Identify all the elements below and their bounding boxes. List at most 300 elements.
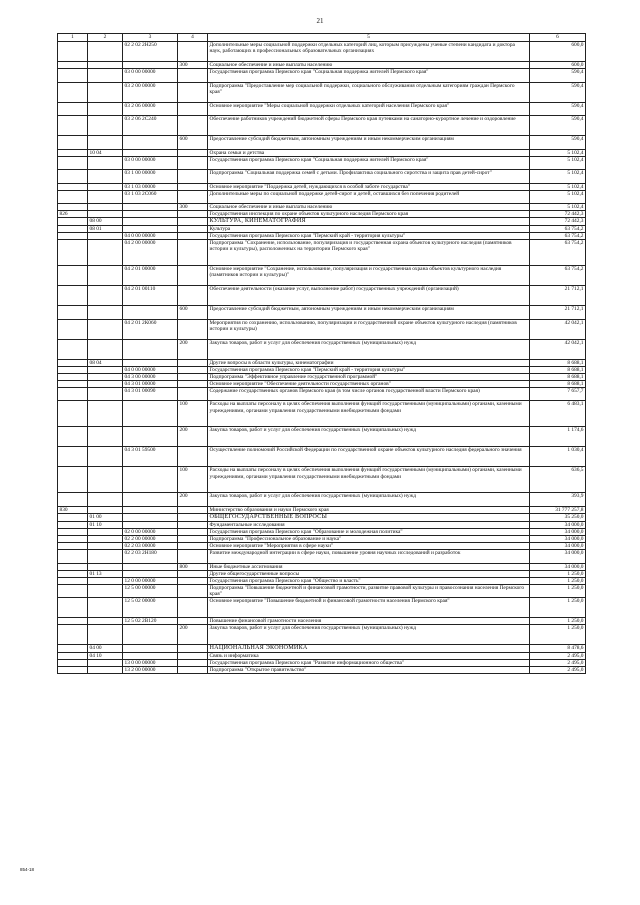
- item-name-cell: Охрана семьи и детства: [208, 149, 530, 156]
- table-row: [58, 536, 586, 543]
- amount-cell: 7 657,7: [530, 387, 586, 401]
- expense-type-cell: 800: [178, 563, 208, 570]
- item-name-cell: Основное мероприятие "Повышение бюджетной и финансовой грамотности населения Пермского края": [208, 598, 530, 618]
- amount-cell: 5 102,4: [530, 190, 586, 204]
- item-name-cell: Мероприятия по сохранению, использованию, популяризации и государственной охране объектов культурного наследия (памятников истории и культуры): [208, 319, 530, 339]
- expense-type-cell: [178, 149, 208, 156]
- column-header-6: 6: [530, 34, 586, 42]
- table-row: [58, 447, 586, 467]
- ministry-code-cell: [58, 286, 88, 306]
- table-row: [58, 653, 586, 660]
- item-name-cell: Подпрограмма "Социальная поддержка семей с детьми. Профилактика социального сиротства и защита прав детей-сирот": [208, 170, 530, 184]
- target-code-cell: 04 2 01 00000: [123, 266, 178, 286]
- amount-cell: 1 250,0: [530, 584, 586, 598]
- item-name-cell: Основное мероприятие "Поддержка детей, нуждающихся в особой заботе государства": [208, 183, 530, 190]
- ministry-code-cell: [58, 645, 88, 653]
- amount-cell: 600,0: [530, 62, 586, 69]
- ministry-code-cell: [58, 183, 88, 190]
- table-row: [58, 645, 586, 653]
- expense-type-cell: [178, 183, 208, 190]
- column-header-3: 3: [123, 34, 178, 42]
- expense-type-cell: [178, 373, 208, 380]
- item-name-cell: Осуществление полномочий Российской Федерации по государственной охране объектов культурного наследия федерального значения: [208, 447, 530, 467]
- item-name-cell: Дополнительные меры социальной поддержки отдельных категорий лиц, которым присуждены ученые степени кандидата и доктора наук, работающих в профессиональных образовательных организациях: [208, 42, 530, 62]
- ministry-code-cell: [58, 401, 88, 427]
- target-code-cell: [123, 339, 178, 359]
- ministry-code-cell: [58, 447, 88, 467]
- item-name-cell: Подпрограмма "Профессиональное образование и наука": [208, 536, 530, 543]
- expense-type-cell: [178, 102, 208, 116]
- ministry-code-cell: [58, 514, 88, 522]
- item-name-cell: Расходы на выплаты персоналу в целях обеспечения выполнения функций государственными (муниципальными) органами, казенными учреждениями, органами управления государственными внебюджетными фондами: [208, 401, 530, 427]
- amount-cell: 590,4: [530, 82, 586, 102]
- table-row: [58, 116, 586, 136]
- amount-cell: 590,4: [530, 136, 586, 150]
- table-row: [58, 550, 586, 564]
- table-row: [58, 506, 586, 513]
- amount-cell: 34 000,0: [530, 521, 586, 528]
- amount-cell: 5 102,4: [530, 183, 586, 190]
- target-code-cell: [123, 306, 178, 320]
- target-code-cell: [123, 514, 178, 522]
- item-name-cell: НАЦИОНАЛЬНАЯ ЭКОНОМИКА: [208, 645, 530, 653]
- amount-cell: 34 000,0: [530, 543, 586, 550]
- target-code-cell: [123, 211, 178, 218]
- target-code-cell: 12 5 02 2В120: [123, 618, 178, 625]
- section-code-cell: [88, 116, 123, 136]
- expense-type-cell: [178, 359, 208, 366]
- ministry-code-cell: [58, 493, 88, 507]
- ministry-code-cell: [58, 266, 88, 286]
- expense-type-cell: [178, 380, 208, 387]
- item-name-cell: Подпрограмма "Эффективное управление государственной программой": [208, 373, 530, 380]
- section-code-cell: [88, 69, 123, 83]
- expense-type-cell: [178, 116, 208, 136]
- amount-cell: 1 250,0: [530, 625, 586, 645]
- expense-type-cell: [178, 218, 208, 226]
- table-body: [58, 42, 586, 674]
- table-row: [58, 62, 586, 69]
- item-name-cell: Социальное обеспечение и иные выплаты населению: [208, 204, 530, 211]
- expense-type-cell: [178, 233, 208, 240]
- section-code-cell: [88, 563, 123, 570]
- target-code-cell: [123, 570, 178, 577]
- target-code-cell: [123, 645, 178, 653]
- ministry-code-cell: [58, 366, 88, 373]
- amount-cell: 63 754,2: [530, 266, 586, 286]
- section-code-cell: [88, 136, 123, 150]
- target-code-cell: 04 0 00 00000: [123, 233, 178, 240]
- ministry-code-cell: [58, 359, 88, 366]
- section-code-cell: 04 00: [88, 645, 123, 653]
- item-name-cell: Обеспечение деятельности (оказание услуг, выполнение работ) государственных учреждений (организаций): [208, 286, 530, 306]
- table-row: [58, 339, 586, 359]
- expense-type-cell: 200: [178, 427, 208, 447]
- target-code-cell: [123, 62, 178, 69]
- target-code-cell: 12 0 00 00000: [123, 577, 178, 584]
- expense-type-cell: [178, 447, 208, 467]
- target-code-cell: [123, 226, 178, 233]
- amount-cell: 72 442,3: [530, 211, 586, 218]
- expense-type-cell: [178, 577, 208, 584]
- expense-type-cell: [178, 226, 208, 233]
- table-row: [58, 625, 586, 645]
- expense-type-cell: [178, 366, 208, 373]
- ministry-code-cell: [58, 467, 88, 493]
- expense-type-cell: [178, 387, 208, 401]
- expense-type-cell: [178, 584, 208, 598]
- item-name-cell: Подпрограмма "Повышение бюджетной и финансовой грамотности, развитие правовой культуры и правосознания населения Пермского края": [208, 584, 530, 598]
- amount-cell: 34 000,0: [530, 550, 586, 564]
- ministry-code-cell: [58, 618, 88, 625]
- amount-cell: 42 042,1: [530, 319, 586, 339]
- section-code-cell: [88, 660, 123, 667]
- ministry-code-cell: [58, 82, 88, 102]
- column-header-2: 2: [88, 34, 123, 42]
- amount-cell: 8 688,1: [530, 366, 586, 373]
- table-row: [58, 387, 586, 401]
- target-code-cell: 02 2 02 2Н250: [123, 42, 178, 62]
- amount-cell: 1 250,0: [530, 598, 586, 618]
- target-code-cell: 13 2 00 00000: [123, 667, 178, 674]
- target-code-cell: 03 1 03 2С060: [123, 190, 178, 204]
- section-code-cell: [88, 190, 123, 204]
- ministry-code-cell: [58, 62, 88, 69]
- target-code-cell: 12 5 02 00000: [123, 598, 178, 618]
- ministry-code-cell: [58, 373, 88, 380]
- target-code-cell: 04 0 00 00000: [123, 366, 178, 373]
- section-code-cell: [88, 102, 123, 116]
- ministry-code-cell: [58, 149, 88, 156]
- table-row: [58, 266, 586, 286]
- item-name-cell: Основное мероприятие "Мероприятия в сфере науки": [208, 543, 530, 550]
- expense-type-cell: 100: [178, 401, 208, 427]
- expense-type-cell: 200: [178, 625, 208, 645]
- expense-type-cell: [178, 156, 208, 170]
- table-row: [58, 211, 586, 218]
- target-code-cell: 02 2 03 2Н180: [123, 550, 178, 564]
- item-name-cell: Иные бюджетные ассигнования: [208, 563, 530, 570]
- amount-cell: 5 102,4: [530, 170, 586, 184]
- section-code-cell: [88, 577, 123, 584]
- ministry-code-cell: [58, 550, 88, 564]
- table-row: [58, 306, 586, 320]
- ministry-code-cell: [58, 427, 88, 447]
- table-row: [58, 493, 586, 507]
- target-code-cell: 02 0 00 00000: [123, 528, 178, 535]
- ministry-code-cell: [58, 625, 88, 645]
- section-code-cell: 08 04: [88, 359, 123, 366]
- section-code-cell: [88, 467, 123, 493]
- target-code-cell: 03 0 00 00000: [123, 156, 178, 170]
- table-row: [58, 380, 586, 387]
- section-code-cell: [88, 42, 123, 62]
- target-code-cell: 03 1 03 00000: [123, 183, 178, 190]
- table-row: [58, 102, 586, 116]
- item-name-cell: Фундаментальные исследования: [208, 521, 530, 528]
- amount-cell: 590,4: [530, 69, 586, 83]
- section-code-cell: [88, 286, 123, 306]
- item-name-cell: Культура: [208, 226, 530, 233]
- amount-cell: 42 042,1: [530, 339, 586, 359]
- target-code-cell: 02 2 03 00000: [123, 543, 178, 550]
- section-code-cell: 01 00: [88, 514, 123, 522]
- expense-type-cell: 300: [178, 204, 208, 211]
- ministry-code-cell: [58, 543, 88, 550]
- table-row: [58, 373, 586, 380]
- ministry-code-cell: [58, 170, 88, 184]
- expense-type-cell: 600: [178, 306, 208, 320]
- amount-cell: 8 478,6: [530, 645, 586, 653]
- target-code-cell: [123, 218, 178, 226]
- table-row: [58, 521, 586, 528]
- section-code-cell: [88, 598, 123, 618]
- amount-cell: 1 030,4: [530, 447, 586, 467]
- expense-type-cell: [178, 211, 208, 218]
- table-row: [58, 136, 586, 150]
- item-name-cell: Закупка товаров, работ и услуг для обеспечения государственных (муниципальных) нужд: [208, 427, 530, 447]
- amount-cell: 63 754,2: [530, 233, 586, 240]
- section-code-cell: [88, 204, 123, 211]
- table-row: [58, 366, 586, 373]
- ministry-code-cell: [58, 42, 88, 62]
- amount-cell: 31 777 257,8: [530, 506, 586, 513]
- item-name-cell: Государственная инспекция по охране объектов культурного наследия Пермского края: [208, 211, 530, 218]
- item-name-cell: Государственная программа Пермского края "Общество и власть": [208, 577, 530, 584]
- amount-cell: 1 250,0: [530, 570, 586, 577]
- section-code-cell: [88, 62, 123, 69]
- expense-type-cell: 300: [178, 62, 208, 69]
- target-code-cell: 03 1 00 00000: [123, 170, 178, 184]
- section-code-cell: [88, 667, 123, 674]
- table-row: [58, 598, 586, 618]
- section-code-cell: [88, 528, 123, 535]
- target-code-cell: [123, 653, 178, 660]
- amount-cell: 63 754,2: [530, 226, 586, 233]
- target-code-cell: [123, 136, 178, 150]
- table-row: [58, 401, 586, 427]
- column-header-5: 5: [208, 34, 530, 42]
- ministry-code-cell: [58, 69, 88, 83]
- amount-cell: 34 000,0: [530, 536, 586, 543]
- section-code-cell: [88, 266, 123, 286]
- section-code-cell: [88, 319, 123, 339]
- section-code-cell: [88, 240, 123, 266]
- ministry-code-cell: [58, 136, 88, 150]
- ministry-code-cell: [58, 570, 88, 577]
- amount-cell: 63 754,2: [530, 240, 586, 266]
- section-code-cell: [88, 306, 123, 320]
- expense-type-cell: [178, 506, 208, 513]
- target-code-cell: 04 3 01 59500: [123, 447, 178, 467]
- section-code-cell: [88, 211, 123, 218]
- amount-cell: 72 442,3: [530, 218, 586, 226]
- section-code-cell: 08 01: [88, 226, 123, 233]
- table-row: [58, 618, 586, 625]
- target-code-cell: [123, 401, 178, 427]
- amount-cell: 34 000,0: [530, 563, 586, 570]
- amount-cell: 21 712,1: [530, 306, 586, 320]
- expense-type-cell: [178, 42, 208, 62]
- table-row: [58, 543, 586, 550]
- ministry-code-cell: [58, 380, 88, 387]
- table-row: [58, 42, 586, 62]
- section-code-cell: [88, 506, 123, 513]
- target-code-cell: 04 2 01 2К060: [123, 319, 178, 339]
- section-code-cell: [88, 366, 123, 373]
- item-name-cell: Социальное обеспечение и иные выплаты населению: [208, 62, 530, 69]
- ministry-code-cell: [58, 339, 88, 359]
- section-code-cell: [88, 82, 123, 102]
- table-row: [58, 204, 586, 211]
- amount-cell: 1 250,0: [530, 577, 586, 584]
- item-name-cell: Расходы на выплаты персоналу в целях обеспечения выполнения функций государственными (муниципальными) органами, казенными учреждениями, органами управления государственными внебюджетными фондами: [208, 467, 530, 493]
- amount-cell: 8 688,1: [530, 359, 586, 366]
- table-row: [58, 563, 586, 570]
- amount-cell: 8 688,1: [530, 380, 586, 387]
- ministry-code-cell: [58, 319, 88, 339]
- target-code-cell: [123, 467, 178, 493]
- table-row: [58, 584, 586, 598]
- ministry-code-cell: [58, 306, 88, 320]
- expense-type-cell: [178, 240, 208, 266]
- target-code-cell: [123, 506, 178, 513]
- expense-type-cell: [178, 598, 208, 618]
- table-row: [58, 156, 586, 170]
- section-code-cell: 04 10: [88, 653, 123, 660]
- target-code-cell: 04 2 01 00110: [123, 286, 178, 306]
- target-code-cell: 04 3 01 00090: [123, 387, 178, 401]
- item-name-cell: Закупка товаров, работ и услуг для обеспечения государственных (муниципальных) нужд: [208, 339, 530, 359]
- amount-cell: 590,4: [530, 102, 586, 116]
- expense-type-cell: [178, 536, 208, 543]
- table-row: [58, 427, 586, 447]
- target-code-cell: [123, 521, 178, 528]
- table-row: [58, 149, 586, 156]
- item-name-cell: Государственная программа Пермского края "Образование и молодежная политика": [208, 528, 530, 535]
- column-header-1: 1: [58, 34, 88, 42]
- section-code-cell: [88, 447, 123, 467]
- ministry-code-cell: [58, 204, 88, 211]
- ministry-code-cell: [58, 598, 88, 618]
- section-code-cell: 01 10: [88, 521, 123, 528]
- table-row: [58, 514, 586, 522]
- item-name-cell: Основное мероприятие "Сохранение, использование, популяризация и государственная охрана объектов культурного наследия (памятников истории и культуры)": [208, 266, 530, 286]
- table-row: [58, 240, 586, 266]
- page-number: 21: [316, 17, 324, 25]
- ministry-code-cell: [58, 218, 88, 226]
- target-code-cell: 12 5 00 00000: [123, 584, 178, 598]
- section-code-cell: [88, 387, 123, 401]
- ministry-code-cell: [58, 521, 88, 528]
- table-row: [58, 69, 586, 83]
- ministry-code-cell: [58, 577, 88, 584]
- item-name-cell: Развитие международной интеграции в сфере науки, повышение уровня научных исследований и разработок: [208, 550, 530, 564]
- amount-cell: 2 495,0: [530, 660, 586, 667]
- target-code-cell: [123, 427, 178, 447]
- item-name-cell: Государственная программа Пермского края "Пермский край - территория культуры": [208, 233, 530, 240]
- ministry-code-cell: [58, 102, 88, 116]
- ministry-code-cell: 830: [58, 506, 88, 513]
- item-name-cell: Государственная программа Пермского края "Социальная поддержка жителей Пермского края": [208, 69, 530, 83]
- item-name-cell: Предоставление субсидий бюджетным, автономным учреждениям и иным некоммерческим организациям: [208, 306, 530, 320]
- amount-cell: 2 495,0: [530, 667, 586, 674]
- table-row: [58, 359, 586, 366]
- item-name-cell: КУЛЬТУРА, КИНЕМАТОГРАФИЯ: [208, 218, 530, 226]
- table-row: [58, 218, 586, 226]
- ministry-code-cell: [58, 528, 88, 535]
- expense-type-cell: 100: [178, 467, 208, 493]
- target-code-cell: [123, 625, 178, 645]
- ministry-code-cell: [58, 584, 88, 598]
- column-header-4: 4: [178, 34, 208, 42]
- table-row: [58, 319, 586, 339]
- amount-cell: 590,4: [530, 116, 586, 136]
- section-code-cell: 01 13: [88, 570, 123, 577]
- target-code-cell: 03 2 06 2С240: [123, 116, 178, 136]
- expense-type-cell: [178, 82, 208, 102]
- item-name-cell: Связь и информатика: [208, 653, 530, 660]
- section-code-cell: [88, 618, 123, 625]
- expense-type-cell: [178, 667, 208, 674]
- expense-type-cell: [178, 69, 208, 83]
- item-name-cell: Обеспечение работников учреждений бюджетной сферы Пермского края путевками на санаторно-курортное лечение и оздоровление: [208, 116, 530, 136]
- item-name-cell: Министерство образования и науки Пермского края: [208, 506, 530, 513]
- amount-cell: 6 483,1: [530, 401, 586, 427]
- section-code-cell: [88, 339, 123, 359]
- target-code-cell: 03 2 00 00000: [123, 82, 178, 102]
- amount-cell: 35 250,0: [530, 514, 586, 522]
- amount-cell: 5 102,4: [530, 156, 586, 170]
- item-name-cell: ОБЩЕГОСУДАРСТВЕННЫЕ ВОПРОСЫ: [208, 514, 530, 522]
- table-row: [58, 528, 586, 535]
- target-code-cell: 03 2 06 00000: [123, 102, 178, 116]
- item-name-cell: Государственная программа Пермского края "Социальная поддержка жителей Пермского края": [208, 156, 530, 170]
- expense-type-cell: 600: [178, 136, 208, 150]
- amount-cell: 393,9: [530, 493, 586, 507]
- footer-code: 854-18: [20, 867, 35, 872]
- table-row: [58, 82, 586, 102]
- table-row: [58, 183, 586, 190]
- amount-cell: 636,5: [530, 467, 586, 493]
- amount-cell: 34 000,0: [530, 528, 586, 535]
- target-code-cell: [123, 563, 178, 570]
- section-code-cell: 10 04: [88, 149, 123, 156]
- item-name-cell: Предоставление субсидий бюджетным, автономным учреждениям и иным некоммерческим организациям: [208, 136, 530, 150]
- section-code-cell: [88, 170, 123, 184]
- table-row: [58, 577, 586, 584]
- ministry-code-cell: [58, 660, 88, 667]
- table-row: [58, 226, 586, 233]
- ministry-code-cell: [58, 653, 88, 660]
- section-code-cell: [88, 183, 123, 190]
- item-name-cell: Государственная программа Пермского края "Развитие информационного общества": [208, 660, 530, 667]
- item-name-cell: Основное мероприятие "Меры социальной поддержки отдельных категорий населения Пермского края": [208, 102, 530, 116]
- target-code-cell: [123, 149, 178, 156]
- ministry-code-cell: [58, 116, 88, 136]
- section-code-cell: [88, 156, 123, 170]
- section-code-cell: [88, 625, 123, 645]
- amount-cell: 600,0: [530, 42, 586, 62]
- section-code-cell: [88, 543, 123, 550]
- expense-type-cell: [178, 319, 208, 339]
- section-code-cell: 08 00: [88, 218, 123, 226]
- target-code-cell: 13 0 00 00000: [123, 660, 178, 667]
- target-code-cell: 03 0 00 00000: [123, 69, 178, 83]
- ministry-code-cell: [58, 156, 88, 170]
- ministry-code-cell: 826: [58, 211, 88, 218]
- expense-type-cell: [178, 170, 208, 184]
